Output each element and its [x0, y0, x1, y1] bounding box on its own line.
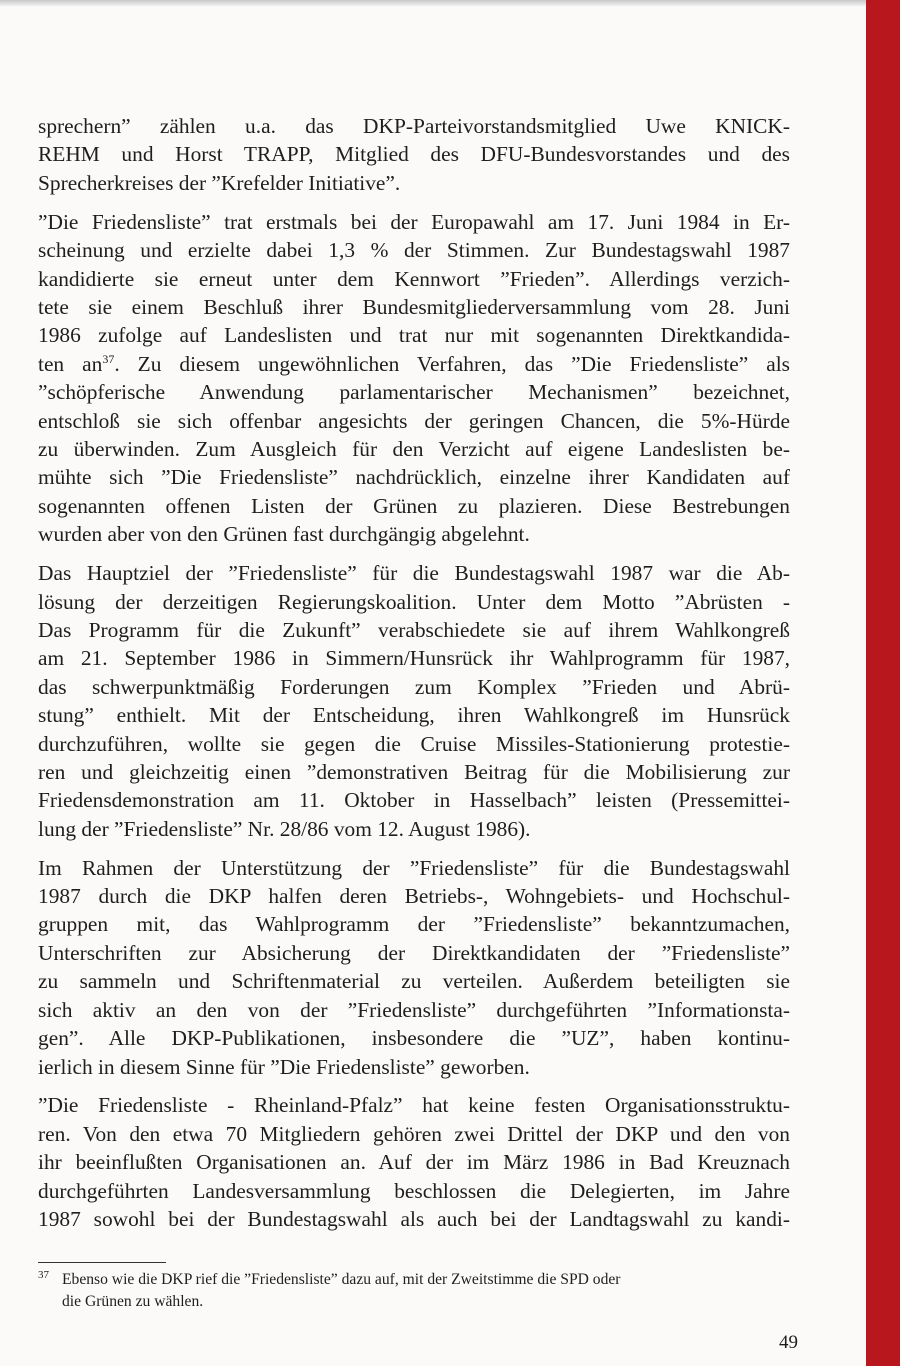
- page-number: 49: [779, 1332, 798, 1353]
- paragraph-4: [38, 854, 790, 1081]
- text-line: sich aktiv an den von der ”Friedensliste” durchgeführten ”Informationsta-: [38, 997, 790, 1022]
- text-line: am 21. September 1986 in Simmern/Hunsrück ihr Wahlprogramm für 1987,: [38, 646, 790, 671]
- text-line: Im Rahmen der Unterstützung der ”Friedensliste” für die Bundestagswahl: [38, 855, 790, 880]
- text-line: stung” enthielt. Mit der Entscheidung, ihren Wahlkongreß im Hunsrück: [38, 703, 790, 728]
- text-line: ihr beeinflußten Organisationen an. Auf der im März 1986 in Bad Kreuznach: [38, 1150, 790, 1175]
- body-text: [38, 112, 790, 1244]
- text-line: ren. Von den etwa 70 Mitgliedern gehören zwei Drittel der DKP und den von: [38, 1121, 790, 1146]
- text-line: ren und gleichzeitig einen ”demonstrativen Beitrag für die Mobilisierung zur: [38, 759, 790, 784]
- text-fragment: . Zu diesem ungewöhnlichen Verfahren, das ”Die Friedensliste” als: [114, 351, 790, 376]
- text-line: sprechern” zählen u.a. das DKP-Parteivorstandsmitglied Uwe KNICK-: [38, 114, 790, 138]
- text-line: 1987 sowohl bei der Bundestagswahl als auch bei der Landtagswahl zu kandi-: [38, 1207, 790, 1232]
- text-line: das schwerpunktmäßig Forderungen zum Komplex ”Frieden und Abrü-: [38, 674, 790, 699]
- paragraph-5: [38, 1091, 790, 1233]
- text-line: Friedensdemonstration am 11. Oktober in Hasselbach” leisten (Pressemittei-: [38, 788, 790, 813]
- text-line: ”Die Friedensliste” trat erstmals bei der Europawahl am 17. Juni 1984 in Er-: [38, 209, 790, 234]
- footnote-marker: 37: [38, 1269, 49, 1281]
- footnote-rule: [38, 1262, 166, 1263]
- text-line: scheinung und erzielte dabei 1,3 % der Stimmen. Zur Bundestagswahl 1987: [38, 238, 790, 263]
- footnote-reference: 37: [102, 351, 115, 366]
- text-line: REHM und Horst TRAPP, Mitglied des DFU-Bundesvorstandes und des: [38, 142, 790, 167]
- text-line: mühte sich ”Die Friedensliste” nachdrücklich, einzelne ihrer Kandidaten auf: [38, 465, 790, 490]
- text-line: kandidierte sie erneut unter dem Kennwort ”Frieden”. Allerdings verzich-: [38, 266, 790, 291]
- page-top-edge: [0, 0, 866, 6]
- text-line-with-note: [38, 350, 790, 378]
- text-line: gen”. Alle DKP-Publikationen, insbesondere die ”UZ”, haben kontinu-: [38, 1026, 790, 1051]
- text-line: lung der ”Friedensliste” Nr. 28/86 vom 12. August 1986).: [38, 816, 531, 841]
- text-line: Sprecherkreises der ”Krefelder Initiative”.: [38, 170, 401, 195]
- text-line: ”Die Friedensliste - Rheinland-Pfalz” hat keine festen Organisationsstruktu-: [38, 1093, 790, 1118]
- text-line: Unterschriften zur Absicherung der Direktkandidaten der ”Friedensliste”: [38, 940, 790, 965]
- paragraph-3: [38, 559, 790, 843]
- footnote-line: die Grünen zu wählen.: [62, 1292, 204, 1310]
- footnote-line: Ebenso wie die DKP rief die ”Friedensliste” dazu auf, mit der Zweitstimme die SPD oder: [62, 1271, 621, 1288]
- text-line: zu überwinden. Zum Ausgleich für den Verzicht auf eigene Landeslisten be-: [38, 436, 790, 461]
- text-line: Das Hauptziel der ”Friedensliste” für die Bundestagswahl 1987 war die Ab-: [38, 561, 790, 586]
- text-line: entschloß sie sich offenbar angesichts der geringen Chancen, die 5%-Hürde: [38, 408, 790, 433]
- text-line: lösung der derzeitigen Regierungskoalition. Unter dem Motto ”Abrüsten -: [38, 589, 790, 614]
- text-line: sogenannten offenen Listen der Grünen zu plazieren. Diese Bestrebungen: [38, 493, 790, 518]
- text-line: zu sammeln und Schriftenmaterial zu verteilen. Außerdem beteiligten sie: [38, 969, 790, 994]
- footnote: [38, 1269, 790, 1312]
- text-line: gruppen mit, das Wahlprogramm der ”Friedensliste” bekanntzumachen,: [38, 912, 790, 937]
- text-line: durchzuführen, wollte sie gegen die Cruise Missiles-Stationierung protestie-: [38, 731, 790, 756]
- text-line: tete sie einem Beschluß ihrer Bundesmitgliederversammlung vom 28. Juni: [38, 294, 790, 319]
- text-line: ”schöpferische Anwendung parlamentarischer Mechanismen” bezeichnet,: [38, 380, 790, 405]
- paragraph-2: [38, 208, 790, 549]
- text-line: ierlich in diesem Sinne für ”Die Friedensliste” geworben.: [38, 1054, 530, 1079]
- paragraph-1: [38, 112, 790, 197]
- text-fragment: ten an: [38, 351, 103, 376]
- text-line: Das Programm für die Zukunft” verabschiedete sie auf ihrem Wahlkongreß: [38, 617, 790, 642]
- red-page-edge: [866, 0, 900, 1366]
- text-line: 1987 durch die DKP halfen deren Betriebs-, Wohngebiets- und Hochschul-: [38, 884, 790, 909]
- text-line: 1986 zufolge auf Landeslisten und trat nur mit sogenannten Direktkandida-: [38, 323, 790, 348]
- text-line: durchgeführten Landesversammlung beschlossen die Delegierten, im Jahre: [38, 1178, 790, 1203]
- text-line: wurden aber von den Grünen fast durchgängig abgelehnt.: [38, 522, 530, 547]
